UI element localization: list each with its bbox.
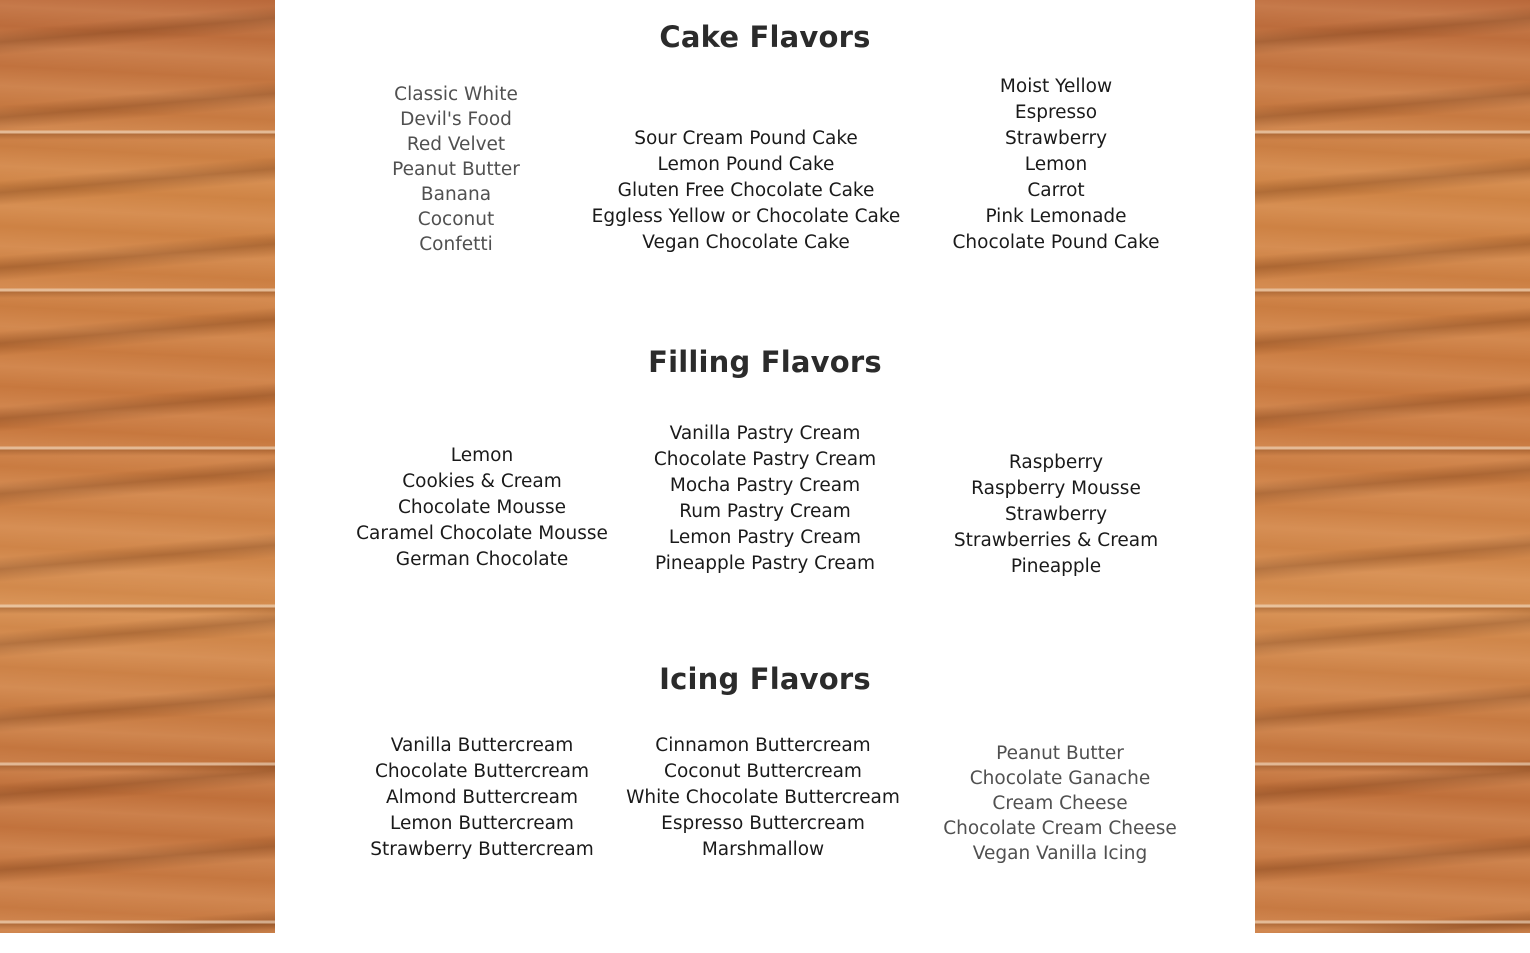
list-item: Cookies & Cream [402,471,562,492]
cake-flavors-list-2 [575,126,917,256]
list-item: Peanut Butter [996,743,1124,764]
list-item: Gluten Free Chocolate Cake [617,180,875,201]
cake-flavors-heading: Cake Flavors [659,20,871,54]
list-item: Cream Cheese [992,793,1128,814]
icing-flavors-list-2 [613,733,913,863]
list-item: Chocolate Mousse [397,497,567,518]
list-item: Coconut Buttercream [664,761,862,782]
list-item: Almond Buttercream [385,787,579,808]
list-item: Marshmallow [701,839,825,860]
list-item: Lemon Buttercream [390,813,574,834]
list-item: Cinnamon Buttercream [655,735,871,756]
list-item: Pink Lemonade [985,206,1127,227]
list-item: Strawberry [1004,128,1108,149]
list-item: Pineapple Pastry Cream [654,553,876,574]
filling-flavors-heading: Filling Flavors [648,345,882,379]
list-item: Vegan Vanilla Icing [972,843,1148,864]
list-item: Lemon Pastry Cream [668,527,862,548]
wood-background-left [0,0,275,933]
filling-flavors-list-3 [935,450,1177,580]
list-item: Chocolate Cream Cheese [943,818,1177,839]
icing-flavors-list-3 [930,741,1190,866]
list-item: Strawberry Buttercream [370,839,594,860]
list-item: German Chocolate [395,549,569,570]
list-item: Espresso [1014,102,1098,123]
list-item: Pineapple [1010,556,1102,577]
list-item: Coconut [417,209,495,230]
list-item: Peanut Butter [392,159,520,180]
list-item: Chocolate Pound Cake [952,232,1160,253]
list-item: Chocolate Ganache [969,768,1151,789]
list-item: Lemon [1024,154,1088,175]
flavors-panel [275,0,1255,953]
list-item: Carrot [1027,180,1085,201]
list-item: Lemon Pound Cake [657,154,835,175]
wood-background-right [1255,0,1530,933]
list-item: Chocolate Pastry Cream [653,449,877,470]
list-item: Raspberry [1008,452,1104,473]
list-item: Raspberry Mousse [971,478,1141,499]
list-item: Mocha Pastry Cream [669,475,861,496]
list-item: Devil's Food [400,109,512,130]
filling-flavors-list-2 [635,421,895,577]
list-item: Caramel Chocolate Mousse [356,523,608,544]
list-item: Red Velvet [406,134,506,155]
list-item: Strawberry [1004,504,1108,525]
list-item: Lemon [450,445,514,466]
list-item: Vanilla Pastry Cream [669,423,861,444]
list-item: Chocolate Buttercream [374,761,590,782]
filling-flavors-list-1 [347,443,617,573]
list-item: White Chocolate Buttercream [626,787,900,808]
list-item: Sour Cream Pound Cake [634,128,858,149]
list-item: Moist Yellow [999,76,1113,97]
list-item: Espresso Buttercream [661,813,865,834]
list-item: Vanilla Buttercream [390,735,574,756]
icing-flavors-heading: Icing Flavors [659,662,871,696]
icing-flavors-list-1 [357,733,607,863]
cake-flavors-list-3 [935,74,1177,256]
list-item: Rum Pastry Cream [679,501,851,522]
list-item: Eggless Yellow or Chocolate Cake [591,206,901,227]
list-item: Banana [420,184,492,205]
list-item: Confetti [419,234,493,255]
list-item: Vegan Chocolate Cake [642,232,850,253]
cake-flavors-list-1 [356,82,556,257]
list-item: Classic White [394,84,518,105]
list-item: Strawberries & Cream [953,530,1159,551]
